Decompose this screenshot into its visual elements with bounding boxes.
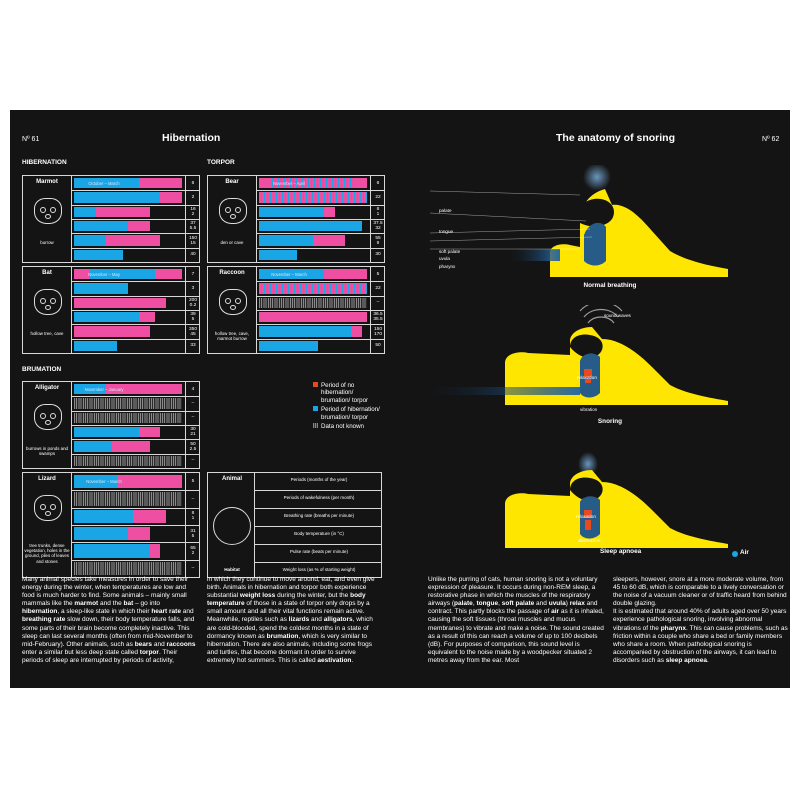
bar [128,221,150,231]
bar [74,192,160,202]
card-value: 350 45 [188,326,197,337]
left-page-title: Hibernation [162,132,221,144]
bar [139,312,155,322]
caption-apnoea: Sleep apnoea [600,548,642,555]
card-value: 30 [375,252,381,258]
bar [74,283,128,293]
air-flow [510,249,560,261]
bear-icon [219,198,247,224]
caption-normal: Normal breathing [583,282,637,289]
card-value: 50 [375,343,381,349]
left-page-number: Nº 61 [22,136,40,143]
bar [259,250,297,260]
normal-breathing-figure [430,165,730,285]
card-period: November – March [271,271,307,277]
card-value: 37.5 32 [373,221,383,232]
key-row: Periods of wakefulness (per month) [283,495,355,500]
bar [74,326,150,336]
card-value: 7 [191,271,195,277]
card-value: 22 [375,286,381,291]
label-tongue: tongue [439,229,454,234]
bar [74,221,128,231]
card-value: – [191,415,195,421]
card-name: Alligator [34,385,60,391]
label-obstruction: obstruction [578,538,601,543]
bar [133,510,165,523]
key-circle [213,507,251,545]
bar [74,441,112,451]
bar [128,527,150,540]
card-habitat: hollow tree, cave, marmot burrow [214,331,250,342]
key-habitat: Habitat [224,567,240,572]
bar [324,269,367,279]
bar [259,326,351,336]
card-value: 200 0.2 [188,297,197,308]
bar [106,235,160,245]
bar [74,456,182,466]
bar [74,544,150,557]
card-value: 22 [375,195,381,200]
card-period: November – March [86,479,122,485]
card-name: Bat [42,270,52,276]
bar [74,492,182,505]
bar [324,207,335,217]
card-value: 39 5 [190,312,196,323]
bar [313,235,345,245]
card-period: November – May [88,271,120,277]
left-body-col2: in which they continue to move around, eat, and even give birth. Animals in hibernation and torpor both experience substantial weight loss during the winter, but the body temperature of those in a state of torpor only drops by a small amount and all their vital functions remain active. Meanwhile, reptiles such as lizards and alligators, which are cold-blooded, spend the coldest months in a state of dormancy known as brumation, which is very similar to hibernation. There are also animals, including some frogs and turtles, that become dormant in order to survive extremely hot summers. This is called aestivation. [207,576,375,664]
card-name: Marmot [36,179,58,185]
key-row: Periods (months of the year) [290,477,348,482]
card-period: November – April [272,180,306,186]
card-value: 5 [376,271,380,277]
label-vibration: vibration [580,407,598,412]
bar [259,192,367,202]
bar [139,178,182,188]
caption-snoring: Snoring [597,418,623,425]
bar [74,510,133,523]
card-value: 55 9 [375,235,381,246]
card-bear [207,175,385,263]
card-value: – [191,458,195,464]
legend-swatch-orange [313,382,318,387]
exhale-puff [583,165,611,191]
card-value: 5 [191,479,195,485]
card-value: 150 170 [373,326,382,337]
bar [356,178,367,188]
card-bat [22,266,200,354]
snoring-figure [430,305,730,415]
card-value: 30 21 [190,427,196,438]
right-body-col1: Unlike the purring of cats, human snoring is not a voluntary expression of pleasure. It occurs during non-REM sleep, a restorative phase in which the muscles of the respiratory airways (palate, tongue, soft palate and uvula) relax and contract. This partly blocks the passage of air as it is inhaled, causing the soft tissues (throat muscles and mucus membranes) to vibrate and make a noise. The sound created as a result of this can reach a volume of up to 100 decibels (dB). For purposes of comparison, this sound level is equivalent to the noise made by a woodpecker situated 2 metres away from the ear. Most [428,576,604,664]
legend-period [313,406,383,421]
key-row: Breathing rate (breaths per minute) [283,513,355,518]
bar [74,250,123,260]
key-box [207,472,382,578]
bar [259,312,367,322]
card-habitat: burrow [40,240,54,245]
air-legend-label: Air [740,549,749,556]
card-name: Lizard [38,476,56,482]
legend [313,382,383,430]
card-value: 8 1 [191,511,195,522]
legend-unknown-label: Data not known [321,423,364,431]
key-row: Weight loss (as % of starting weight) [282,567,356,572]
section-brumation: BRUMATION [22,366,62,373]
card-value: 50 2.5 [189,441,197,452]
key-animal: Animal [221,476,242,482]
bar [74,341,117,351]
marmot-icon [34,198,62,224]
card-habitat: burrows in ponds and swamps [26,446,68,457]
card-value: 3 [191,286,195,291]
right-body-col2: sleepers, however, snore at a more moderate volume, from 45 to 60 dB, which is comparable to a lively conversation or the noise of a vacuum cleaner or of traffic heard from behind double glazing. It is estimated that around 40% of adults aged over 50 years experience pathological snoring, involving abnormal vibrations of the pharynx. This can cause problems, such as friction within a couple who share a bed or family members who share a room. When pathological snoring is accompanied by obstruction of the airways, it can lead to disorders such as sleep apnoea. [613,576,788,664]
label-pharynx: pharynx [439,264,456,269]
legend-no-period [313,382,383,404]
bar [259,235,313,245]
bar [155,269,182,279]
bar [259,221,362,231]
card-value: 37 5.5 [189,221,197,232]
right-page-title: The anatomy of snoring [556,132,676,144]
card-name: Raccoon [219,270,245,276]
bar [74,398,182,408]
card-value: 150 15 [188,235,197,246]
bar [74,427,139,437]
book-spread [10,110,790,688]
right-page-number: Nº 62 [762,136,780,143]
card-value: 65 2 [190,546,196,556]
bar [160,192,182,202]
legend-no-period-label: Period of no hibernation/ brumation/ torpor [321,382,369,404]
bar [150,544,161,557]
card-period: October – March [88,180,120,186]
air-legend-dot [732,551,738,557]
bar [74,562,182,575]
card-marmot [22,175,200,263]
section-torpor: TORPOR [207,159,235,166]
card-value: 2 [191,195,195,200]
key-row: Body temperature (in °C) [294,531,344,536]
legend-period-label: Period of hibernation/ brumation/ torpor [321,406,380,421]
label-sound-waves: sound waves [604,313,631,318]
card-habitat: den or cave [220,240,244,245]
card-value: 4 [191,386,195,392]
air-flow-snoring [430,387,580,395]
section-hibernation: HIBERNATION [22,159,67,166]
card-lizard [22,472,200,578]
card-habitat: tree trunks, dense vegetation, holes in the ground, piles of leaves and stones [24,543,70,564]
bar [74,207,96,217]
bar [259,283,367,293]
card-value: 40 [190,252,196,258]
card-value: 8 1 [376,206,380,217]
card-value: 6 [191,180,195,186]
card-value: 33 [190,343,196,349]
bar [259,207,324,217]
bar [112,441,150,451]
label-soft-palate: soft palate [439,249,461,254]
airway [584,223,606,266]
card-value: 36.5 35.5 [373,312,383,323]
card-raccoon [207,266,385,354]
legend-swatch-grey [313,423,318,428]
legend-swatch-blue [313,406,318,411]
bar [74,235,106,245]
card-period: November – January [84,386,124,392]
bar [351,326,362,336]
bat-icon [34,289,62,315]
label-relaxation-2: relaxation [576,514,596,519]
lizard-icon [34,495,62,521]
bar [74,298,166,308]
label-palate: palate [439,208,452,213]
head-silhouette-apnoea [505,470,728,548]
card-value: – [191,565,195,571]
card-name: Bear [225,179,239,185]
label-uvula: uvula [439,256,450,261]
card-value: – [191,496,195,502]
bar [139,427,161,437]
legend-unknown [313,423,383,430]
card-value: 16 2 [190,206,196,217]
raccoon-icon [219,289,247,315]
card-value: – [376,300,380,306]
card-alligator [22,381,200,469]
label-relaxation: relaxation [577,375,597,380]
card-value: – [191,401,195,406]
alligator-icon [34,404,62,430]
card-value: 31 5 [190,528,196,539]
bar [74,312,139,322]
bar [74,413,182,423]
head-silhouette [550,189,728,277]
bar [259,298,367,308]
left-body-col1: Many animal species take measures in order to save their energy during the winter, when temperatures are low and food is much harder to find. Some animals – mainly small mammals like the marmot and the bat – go into hibernation, a sleep-like state in which their heart rate and breathing rate slow down, their body temperature falls, and some parts of their brain become completely inactive. This sleep can last several months (often from mid-November to mid-February). Other animals, such as bears and raccoons enter a similar but less deep state called torpor. Their periods of sleep are interrupted by periods of activity, [22,576,196,664]
card-habitat: hollow tree, cave [30,331,64,336]
card-value: 6 [376,180,380,186]
bar [74,527,128,540]
bar [96,207,150,217]
key-row: Pulse rate (beats per minute) [289,549,349,554]
bar [259,341,318,351]
